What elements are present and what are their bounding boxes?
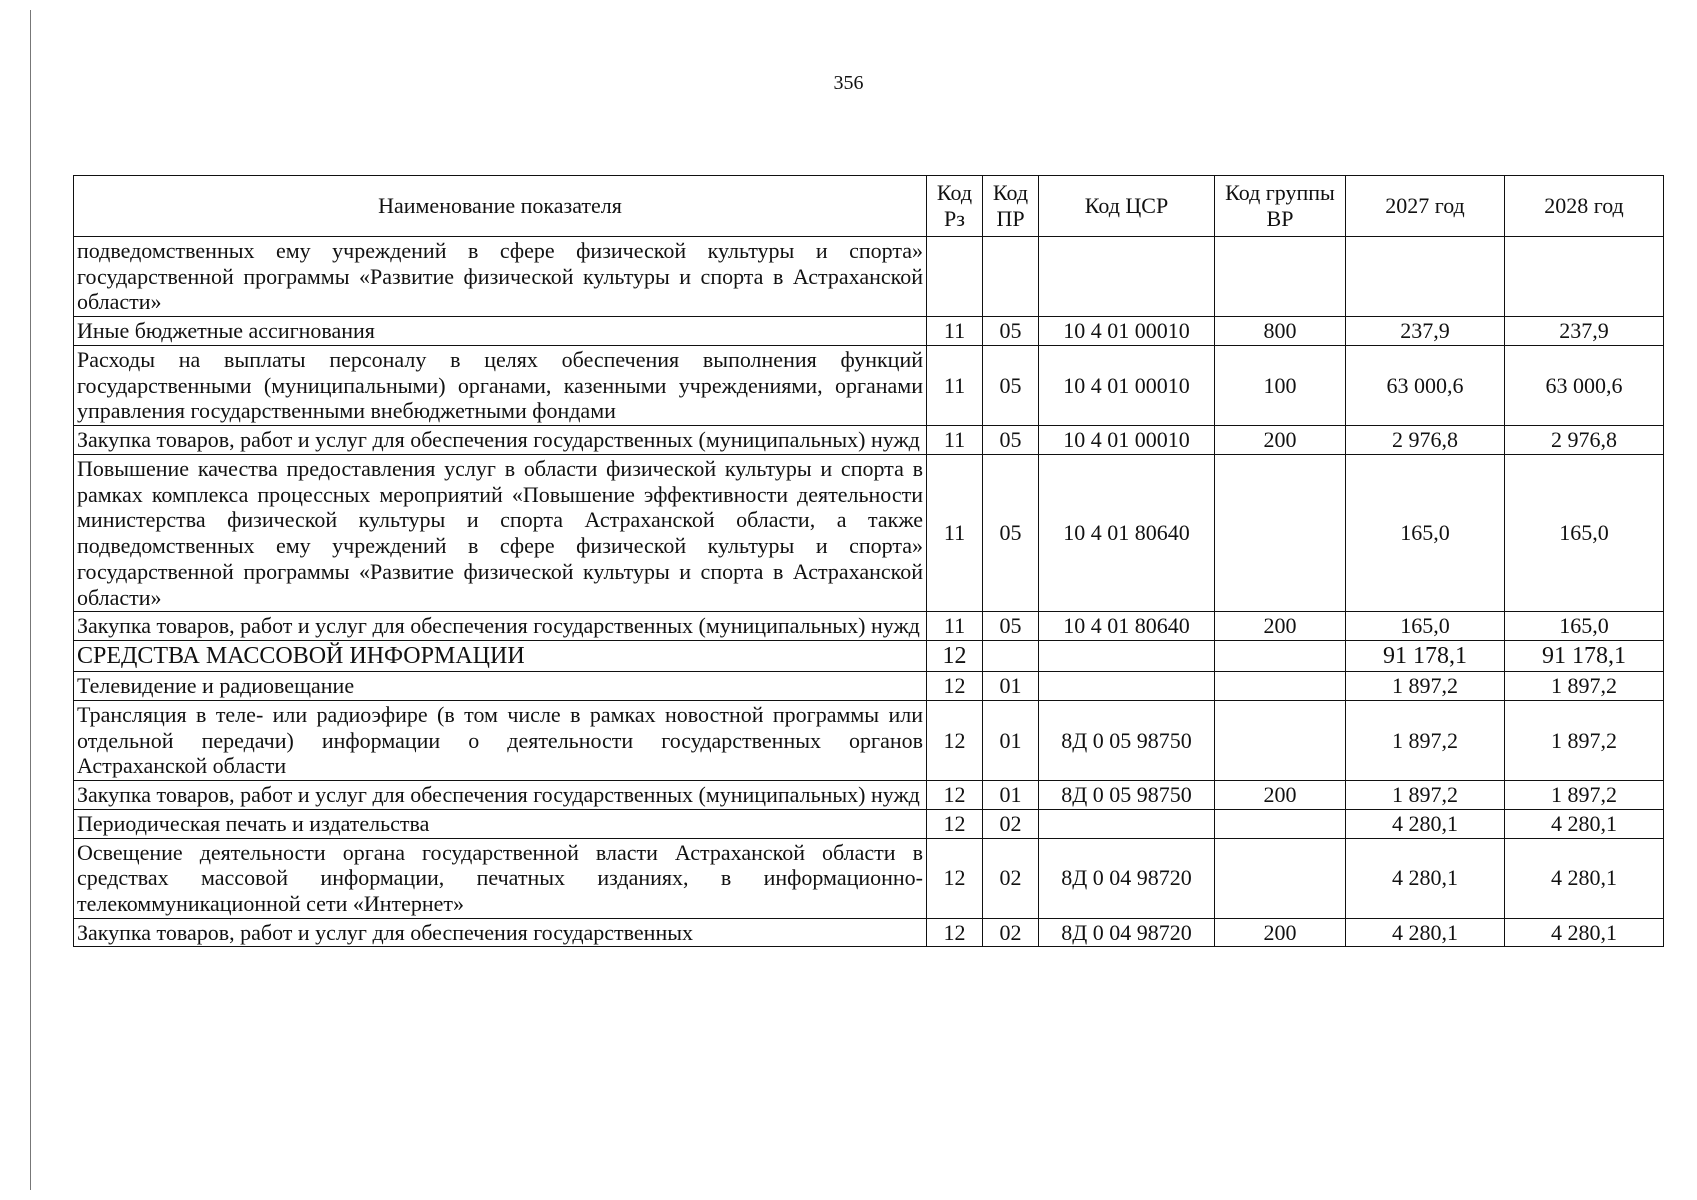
cell-vr bbox=[1215, 838, 1346, 918]
cell-2028: 4 280,1 bbox=[1505, 918, 1664, 947]
cell-name: Закупка товаров, работ и услуг для обеспечения государственных (муниципальных) нужд bbox=[74, 426, 927, 455]
cell-csr bbox=[1039, 809, 1215, 838]
table-row bbox=[74, 237, 1664, 317]
table-row bbox=[74, 809, 1664, 838]
cell-2027: 2 976,8 bbox=[1346, 426, 1505, 455]
cell-rz: 11 bbox=[927, 317, 983, 346]
table-body bbox=[74, 237, 1664, 947]
cell-name: Трансляция в теле- или радиоэфире (в том числе в рамках новостной программы или отдельной передачи) информации о деятельности государственных органов Астраханской области bbox=[74, 700, 927, 780]
cell-pr: 02 bbox=[983, 809, 1039, 838]
cell-csr: 8Д 0 05 98750 bbox=[1039, 781, 1215, 810]
header-pr: Код ПР bbox=[983, 176, 1039, 237]
cell-pr: 05 bbox=[983, 426, 1039, 455]
cell-2028: 1 897,2 bbox=[1505, 700, 1664, 780]
cell-2028: 4 280,1 bbox=[1505, 809, 1664, 838]
header-2028: 2028 год bbox=[1505, 176, 1664, 237]
cell-vr: 800 bbox=[1215, 317, 1346, 346]
cell-csr: 10 4 01 00010 bbox=[1039, 317, 1215, 346]
cell-name: Иные бюджетные ассигнования bbox=[74, 317, 927, 346]
cell-2028: 63 000,6 bbox=[1505, 345, 1664, 425]
cell-pr: 05 bbox=[983, 454, 1039, 611]
header-name: Наименование показателя bbox=[74, 176, 927, 237]
cell-csr bbox=[1039, 672, 1215, 701]
cell-2027: 165,0 bbox=[1346, 612, 1505, 641]
cell-name: Освещение деятельности органа государственной власти Астраханской области в средствах массовой информации, печатных изданиях, в информационно-телекоммуникационной сети «Интернет» bbox=[74, 838, 927, 918]
cell-vr bbox=[1215, 237, 1346, 317]
cell-vr: 100 bbox=[1215, 345, 1346, 425]
header-csr: Код ЦСР bbox=[1039, 176, 1215, 237]
cell-pr: 02 bbox=[983, 838, 1039, 918]
budget-table bbox=[73, 175, 1664, 947]
cell-pr bbox=[983, 641, 1039, 672]
cell-csr bbox=[1039, 237, 1215, 317]
cell-rz: 12 bbox=[927, 809, 983, 838]
cell-rz: 11 bbox=[927, 345, 983, 425]
cell-2028: 91 178,1 bbox=[1505, 641, 1664, 672]
cell-csr: 8Д 0 04 98720 bbox=[1039, 838, 1215, 918]
cell-vr bbox=[1215, 454, 1346, 611]
cell-2027: 4 280,1 bbox=[1346, 809, 1505, 838]
cell-2028: 237,9 bbox=[1505, 317, 1664, 346]
cell-pr: 01 bbox=[983, 700, 1039, 780]
cell-vr: 200 bbox=[1215, 781, 1346, 810]
cell-vr: 200 bbox=[1215, 426, 1346, 455]
cell-2027: 1 897,2 bbox=[1346, 700, 1505, 780]
cell-name: СРЕДСТВА МАССОВОЙ ИНФОРМАЦИИ bbox=[74, 641, 927, 672]
cell-vr: 200 bbox=[1215, 612, 1346, 641]
cell-vr bbox=[1215, 641, 1346, 672]
cell-pr: 05 bbox=[983, 612, 1039, 641]
table-row bbox=[74, 838, 1664, 918]
cell-name: Закупка товаров, работ и услуг для обеспечения государственных (муниципальных) нужд bbox=[74, 612, 927, 641]
cell-2028: 165,0 bbox=[1505, 612, 1664, 641]
table-row bbox=[74, 781, 1664, 810]
cell-pr: 05 bbox=[983, 317, 1039, 346]
cell-rz: 11 bbox=[927, 612, 983, 641]
cell-2027: 1 897,2 bbox=[1346, 672, 1505, 701]
header-rz: Код Рз bbox=[927, 176, 983, 237]
cell-2027 bbox=[1346, 237, 1505, 317]
cell-name: Повышение качества предоставления услуг в области физической культуры и спорта в рамках комплекса процессных мероприятий «Повышение эффективности деятельности министерства физической культуры и спорта Астраханской области, а также подведомственных ему учреждений в сфере физической культуры и спорта» государственной программы «Развитие физической культуры и спорта в Астраханской области» bbox=[74, 454, 927, 611]
cell-csr: 10 4 01 80640 bbox=[1039, 612, 1215, 641]
cell-pr: 02 bbox=[983, 918, 1039, 947]
cell-name: Периодическая печать и издательства bbox=[74, 809, 927, 838]
cell-2028: 1 897,2 bbox=[1505, 781, 1664, 810]
table-row bbox=[74, 345, 1664, 425]
cell-rz: 12 bbox=[927, 700, 983, 780]
cell-2027: 63 000,6 bbox=[1346, 345, 1505, 425]
cell-2027: 165,0 bbox=[1346, 454, 1505, 611]
table-row bbox=[74, 641, 1664, 672]
cell-rz: 12 bbox=[927, 838, 983, 918]
cell-csr bbox=[1039, 641, 1215, 672]
header-vr: Код группы ВР bbox=[1215, 176, 1346, 237]
cell-rz: 12 bbox=[927, 781, 983, 810]
cell-pr bbox=[983, 237, 1039, 317]
header-row bbox=[74, 176, 1664, 237]
cell-pr: 05 bbox=[983, 345, 1039, 425]
cell-csr: 10 4 01 00010 bbox=[1039, 426, 1215, 455]
cell-rz: 12 bbox=[927, 641, 983, 672]
cell-2027: 91 178,1 bbox=[1346, 641, 1505, 672]
table-row bbox=[74, 426, 1664, 455]
cell-name: Расходы на выплаты персоналу в целях обеспечения выполнения функций государственными (муниципальными) органами, казенными учреждениями, органами управления государственными внебюджетными фондами bbox=[74, 345, 927, 425]
cell-2027: 4 280,1 bbox=[1346, 918, 1505, 947]
table-row bbox=[74, 700, 1664, 780]
cell-pr: 01 bbox=[983, 781, 1039, 810]
cell-vr bbox=[1215, 700, 1346, 780]
cell-name: Закупка товаров, работ и услуг для обеспечения государственных bbox=[74, 918, 927, 947]
cell-vr: 200 bbox=[1215, 918, 1346, 947]
cell-rz: 11 bbox=[927, 454, 983, 611]
cell-2028: 1 897,2 bbox=[1505, 672, 1664, 701]
cell-2027: 1 897,2 bbox=[1346, 781, 1505, 810]
cell-2028: 2 976,8 bbox=[1505, 426, 1664, 455]
cell-csr: 8Д 0 04 98720 bbox=[1039, 918, 1215, 947]
cell-2028 bbox=[1505, 237, 1664, 317]
cell-2027: 4 280,1 bbox=[1346, 838, 1505, 918]
table-row bbox=[74, 612, 1664, 641]
cell-name: Телевидение и радиовещание bbox=[74, 672, 927, 701]
cell-pr: 01 bbox=[983, 672, 1039, 701]
table-row bbox=[74, 918, 1664, 947]
table-row bbox=[74, 672, 1664, 701]
cell-rz bbox=[927, 237, 983, 317]
cell-2027: 237,9 bbox=[1346, 317, 1505, 346]
table-row bbox=[74, 454, 1664, 611]
cell-rz: 12 bbox=[927, 672, 983, 701]
cell-csr: 10 4 01 00010 bbox=[1039, 345, 1215, 425]
scan-edge-line bbox=[30, 10, 31, 1190]
cell-vr bbox=[1215, 672, 1346, 701]
table-row bbox=[74, 317, 1664, 346]
cell-rz: 12 bbox=[927, 918, 983, 947]
cell-2028: 4 280,1 bbox=[1505, 838, 1664, 918]
cell-csr: 10 4 01 80640 bbox=[1039, 454, 1215, 611]
cell-rz: 11 bbox=[927, 426, 983, 455]
cell-2028: 165,0 bbox=[1505, 454, 1664, 611]
cell-vr bbox=[1215, 809, 1346, 838]
cell-csr: 8Д 0 05 98750 bbox=[1039, 700, 1215, 780]
cell-name: подведомственных ему учреждений в сфере физической культуры и спорта» государственной программы «Развитие физической культуры и спорта в Астраханской области» bbox=[74, 237, 927, 317]
page-number: 356 bbox=[833, 72, 864, 94]
cell-name: Закупка товаров, работ и услуг для обеспечения государственных (муниципальных) нужд bbox=[74, 781, 927, 810]
header-2027: 2027 год bbox=[1346, 176, 1505, 237]
